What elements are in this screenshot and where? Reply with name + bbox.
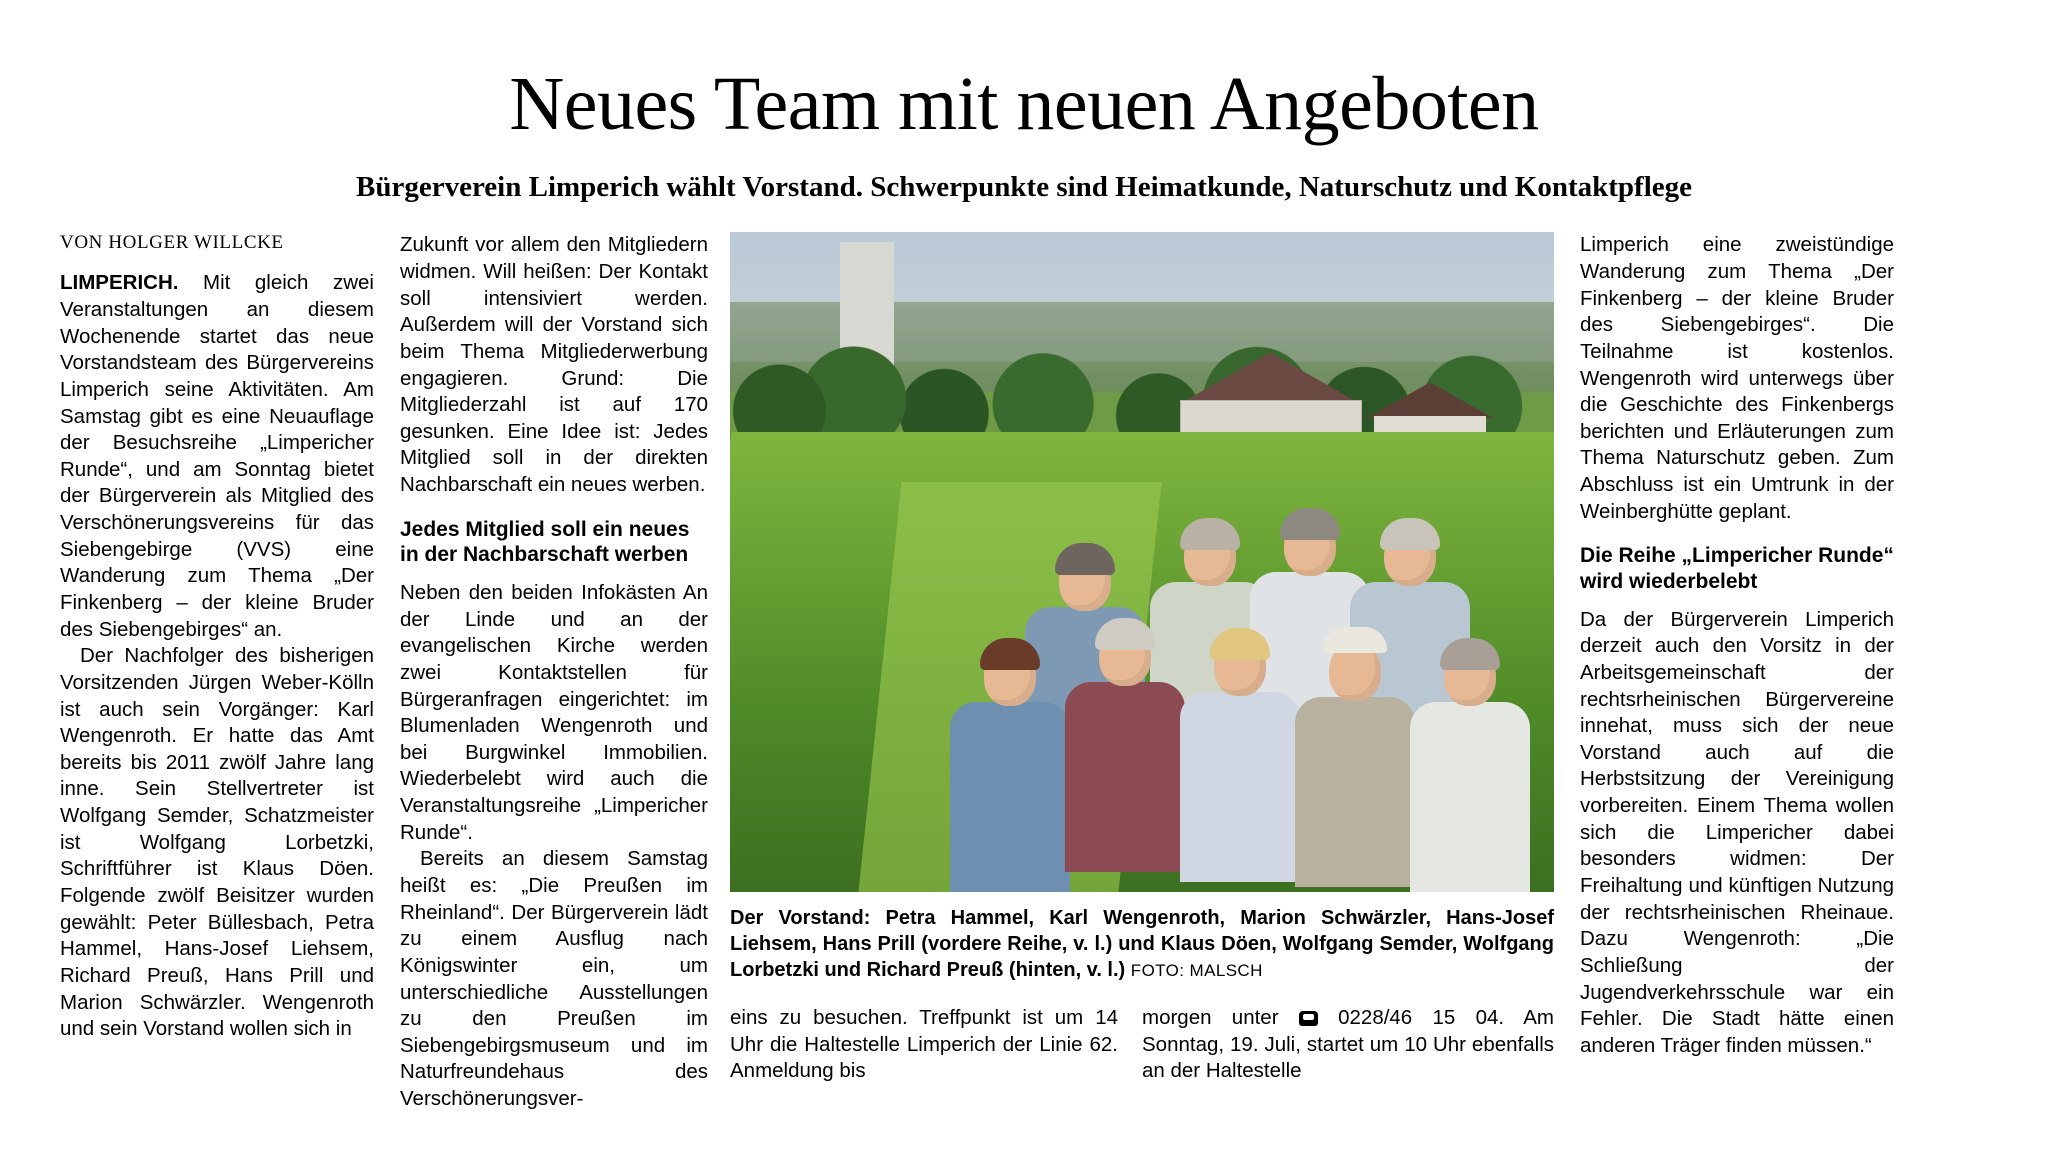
people-group <box>850 462 1470 892</box>
board-group-photo <box>730 232 1554 892</box>
head <box>1184 526 1236 586</box>
head <box>1329 641 1381 701</box>
hair <box>1180 518 1240 550</box>
page-title: Neues Team mit neuen Angeboten <box>509 62 1539 146</box>
photo-credit: FOTO: MALSCH <box>1130 960 1263 980</box>
phone-number: 0228/46 15 04. <box>1338 1006 1505 1030</box>
paragraph: Der Nachfolger des bisherigen Vorsitzenden Jürgen Weber-Kölln ist auch sein Vorgänger: Karl Wengenroth. Er hatte das Amt bereits bis 2011 zwölf Jahre lang inne. Sein Stellvertreter ist Wolfgang Semder, Schatzmeister ist Wolfgang Lorbetzki, Schriftführer ist Klaus Döen. Folgende zwölf Beisitzer wurden gewählt: Peter Büllesbach, Petra Hammel, Hans-Josef Liehsem, Richard Preuß, Hans Prill und Marion Schwärzler. Wengenroth und sein Vorstand wollen sich in <box>60 644 374 1041</box>
cap <box>1323 627 1387 653</box>
column-3b <box>1142 1005 1554 1085</box>
head <box>1059 551 1111 611</box>
hair <box>1280 508 1340 540</box>
torso <box>1410 702 1530 892</box>
photo-block <box>730 232 1554 983</box>
paragraph-text: Mit gleich zwei Veranstaltungen an diesem Wochenende startet das neue Vorstandsteam des Bürgervereins Limperich seine Aktivitäten. Am Samstag gibt es eine Neuauflage der Besuchsreihe „Limpericher Runde“, und am Sonntag bietet der Bürgerverein als Mitglied des Verschönerungsvereins für das Siebengebirge (VVS) eine Wanderung zum Thema „Der Finkenberg – der kleine Bruder des Siebengebirges“ an. <box>60 271 374 641</box>
caption-text: Der Vorstand: Petra Hammel, Karl Wengenroth, Marion Schwärzler, Hans-Josef Liehsem, Hans Prill (vordere Reihe, v. l.) und Klaus Döen, Wolfgang Semder, Wolfgang Lorbetzki und Richard Preuß (hinten, v. l.) <box>730 907 1554 981</box>
paragraph: Bereits an diesem Samstag heißt es: „Die Preußen im Rheinland“. Der Bürgerverein lädt zu einem Ausflug nach Königswinter ein, um unterschiedliche Ausstellungen zu den Preußen im Siebengebirgsmuseum und im Naturfreundehaus des Verschönerungsver- <box>400 847 708 1111</box>
head <box>1384 526 1436 586</box>
paragraph: Zukunft vor allem den Mitgliedern widmen. Will heißen: Der Kontakt soll intensiviert werden. Außerdem will der Vorstand sich beim Thema Mitgliederwerbung engagieren. Grund: Die Mitgliederzahl ist auf 170 gesunken. Eine Idee ist: Jedes Mitglied soll in der direkten Nachbarschaft ein neues werben. <box>400 233 708 497</box>
dateline: LIMPERICH. <box>60 271 179 295</box>
person-front-2 <box>1065 626 1185 872</box>
paragraph-text-pre: morgen unter <box>1142 1006 1299 1030</box>
hair <box>1380 518 1440 550</box>
column-photo <box>730 232 1554 1085</box>
byline: VON HOLGER WILLCKE <box>60 232 284 254</box>
column-1 <box>60 232 400 1043</box>
crosshead: Die Reihe „Limpericher Runde“ wird wiederbelebt <box>1580 544 1894 593</box>
person-front-5 <box>1410 646 1530 892</box>
paragraph <box>60 270 374 643</box>
torso <box>1065 682 1185 872</box>
torso <box>1295 697 1415 887</box>
column-2 <box>400 232 730 1112</box>
column-3a <box>730 1005 1142 1085</box>
paragraph: Da der Bürgerverein Limperich derzeit auch den Vorsitz in der Arbeitsgemeinschaft der rechtsrheinischen Bürgervereine innehat, muss sich der neue Vorstand auch auf die Herbstsitzung der Vereinigung vorbereiten. Einem Thema wollen sich die Limpericher dabei besonders widmen: Der Freihaltung und künftigen Nutzung der rechtsrheinischen Rheinaue. Dazu Wengenroth: „Die Schließung der Jugendverkehrsschule war ein Fehler. Die Stadt hätte einen anderen Träger finden müssen.“ <box>1580 607 1894 1057</box>
person-front-4 <box>1295 641 1415 887</box>
head <box>1099 626 1151 686</box>
roof <box>1350 382 1510 418</box>
paragraph <box>1142 1005 1554 1085</box>
person-front-3 <box>1180 636 1300 882</box>
paragraph: Neben den beiden Infokästen An der Linde und an der evangelischen Kirche werden zwei Kontaktstellen für Bürgeranfragen eingerichtet: im Blumenladen Wengenroth und bei Burgwinkel Immobilien. Wiederbelebt wird auch die Veranstaltungsreihe „Limpericher Runde“. <box>400 580 708 844</box>
torso <box>1180 692 1300 882</box>
crosshead: Jedes Mitglied soll ein neues in der Nachbarschaft werben <box>400 517 690 567</box>
torso <box>950 702 1070 892</box>
paragraph-text-post: Am Sonntag, 19. Juli, startet um 10 Uhr ebenfalls an der Haltestelle <box>1142 1006 1554 1083</box>
hair <box>1055 543 1115 575</box>
paragraph: Limperich eine zweistündige Wanderung zum Thema „Der Finkenberg – der kleine Bruder des Siebengebirges“. Die Teilnahme ist kostenlos. Wengenroth wird unterwegs über die Geschichte des Finkenbergs berichten und Erläuterungen zum Thema Naturschutz geben. Zum Abschluss ist ein Umtrunk in der Weinberghütte geplant. <box>1580 233 1894 523</box>
below-photo-columns <box>730 1005 1554 1085</box>
paragraph: eins zu besuchen. Treffpunkt ist um 14 Uhr die Haltestelle Limperich der Linie 62. Anmeldung bis <box>730 1006 1118 1083</box>
article-columns <box>60 232 1988 1112</box>
head <box>1214 636 1266 696</box>
subheadline: Bürgerverein Limperich wählt Vorstand. Schwerpunkte sind Heimatkunde, Naturschutz und Kontaktpflege <box>356 170 1692 203</box>
person-front-1 <box>950 646 1070 892</box>
head <box>1444 646 1496 706</box>
head <box>1284 516 1336 576</box>
head <box>984 646 1036 706</box>
column-4 <box>1554 232 1894 1059</box>
photo-caption <box>730 906 1554 983</box>
hair <box>1095 618 1155 650</box>
phone-icon <box>1299 1011 1318 1026</box>
